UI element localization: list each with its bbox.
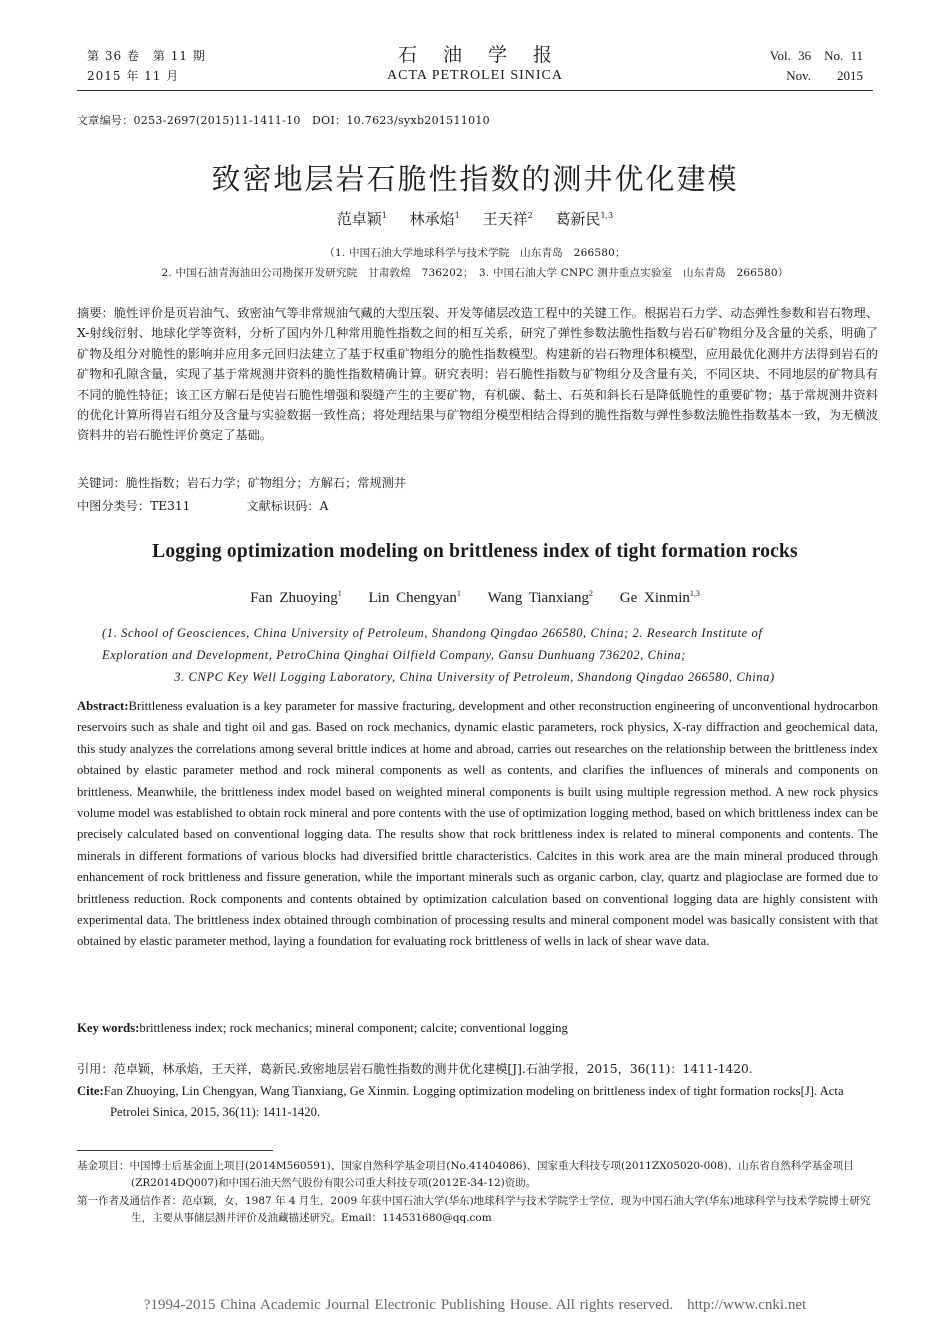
header-date-en: Nov. 2015 — [786, 68, 863, 83]
copyright-footer — [0, 1297, 950, 1314]
affiliation-en-line: (1. School of Geosciences, China University of Petroleum, Shandong Qingdao 266580, China; 2. Research Institute of — [102, 626, 763, 640]
footnote-divider — [77, 1150, 273, 1151]
title-cn: 致密地层岩石脆性指数的测井优化建模 — [211, 162, 739, 196]
header-vol-issue-en: Vol. 36 No. 11 — [769, 48, 863, 63]
affiliation-en-line: Exploration and Development, PetroChina Qinghai Oilfield Company, Gansu Dunhuang 736202, China; — [102, 648, 686, 662]
header-date-cn: 2015 年 11 月 — [87, 69, 180, 83]
abstract-en-label: Abstract: — [77, 699, 129, 713]
author-cn: 林承焰$^1$ — [409, 210, 460, 228]
citation-cn — [77, 1060, 753, 1077]
affiliation-cn-line: （1. 中国石油大学地球科学与技术学院 山东青岛 266580； — [324, 247, 626, 259]
author-cn: 王天祥$^2$ — [482, 210, 533, 228]
author-en: Wang Tianxiang$^2$ — [487, 589, 594, 606]
authors-cn — [0, 208, 950, 229]
citation-en-label: Cite: — [77, 1084, 104, 1098]
abstract-en-text: Brittleness evaluation is a key parameter for massive fracturing, development and other reconstruction engineering of unconventional hydrocarbon reservoirs such as shale and tight oil and gas. Based on rock mechanics, dynamic elastic parameters, rock physics, X-ray diffraction and geochemical data, this study analyzes the correlations among several brittle indices at home and abroad, carries out researches on the relationship between the brittleness index obtained by elastic parameter method and rock mineral components as well as contents, and clarifies the influences of minerals and components on brittleness. Meanwhile, the brittleness index model based on weighted mineral components is built using multiple regression method. A new rock physics volume model was established to obtain rock mineral and pore contents with the use of optimization logging method, based on which brittleness index can be precisely calculated based on conventional logging data. The results show that rock brittleness index is related to mineral components and contents. The minerals in different formations of various blocks had diversified brittle characteristics. Calcites in this work area are the main mineral produced through enhancement of rock brittleness and fissure generation, while the important minerals such as organic carbon, clay, quartz and plagioclase are formed due to brittleness reduction. Rock components and contents obtained by optimization calculation based on conventional logging data are highly consistent with experimental data. The brittleness index obtained through combination of processing results and mineral component model was basically consistent with that obtained by elastic parameter method, laying a foundation for evaluating rock brittleness of wells in lack of shear wave data. — [77, 699, 878, 949]
abstract-cn-label: 摘要： — [77, 306, 114, 320]
author-cn: 葛新民$^{1,3}$ — [555, 210, 614, 228]
keywords-en-text: brittleness index; rock mechanics; mineral component; calcite; conventional logging — [139, 1021, 568, 1035]
authors-en — [0, 589, 950, 607]
keywords-en-label: Key words: — [77, 1021, 140, 1035]
copyright-text: ?1994-2015 China Academic Journal Electronic Publishing House. All rights reserved. — [143, 1297, 674, 1313]
author-en: Lin Chengyan$^1$ — [368, 589, 461, 606]
affiliations-en — [102, 622, 872, 688]
footnote-author: 第一作者及通信作者：范卓颖，女，1987 年 4 月生，2009 年获中国石油大学(华东)地球科学与技术学院学士学位，现为中国石油大学(华东)地球科学与技术学院博士研究生，主要从事储层测井评价及油藏描述研究。Email：114531680@qq.com — [77, 1195, 871, 1224]
header-vol-issue-cn: 第 36 卷 第 11 期 — [87, 49, 206, 63]
keywords-cn-label: 关键词： — [77, 476, 126, 490]
author-en: Ge Xinmin$^{1,3}$ — [619, 589, 700, 606]
article-number: 文章编号：0253-2697(2015)11-1411-10 DOI：10.7623/syxb201511010 — [77, 114, 490, 127]
citation-cn-text: 范卓颖，林承焰，王天祥，葛新民.致密地层岩石脆性指数的测井优化建模[J].石油学报，2015，36(11)：1411-1420. — [113, 1062, 753, 1076]
keywords-en — [77, 1021, 568, 1036]
abstract-cn-text: 脆性评价是页岩油气、致密油气等非常规油气藏的大型压裂、开发等储层改造工程中的关键工作。根据岩石力学、动态弹性参数和岩石物理、X-射线衍射、地球化学等资料，分析了国内外几种常用脆性指数之间的相互关系，研究了弹性参数法脆性指数与岩石矿物组分及含量的关系，明确了矿物及组分对脆性的影响并应用多元回归法建立了基于权重矿物组分的脆性指数模型。构建新的岩石物理体积模型，应用最优化测井方法得到岩石的矿物和孔隙含量，实现了基于常规测井资料的脆性指数精确计算。研究表明：岩石脆性指数与矿物组分及含量有关，不同区块、不同地层的矿物具有不同的脆性特征；该工区方解石是使岩石脆性增强和裂缝产生的主要矿物，有机碳、黏土、石英和斜长石是降低脆性的重要矿物；基于常规测井资料的优化计算所得岩石组分及含量与实验数据一致性高；将处理结果与矿物组分模型相结合得到的脆性指数与弹性参数法脆性指数基本一致，为无横波资料井的岩石脆性评价奠定了基础。 — [77, 306, 879, 443]
cnki-link[interactable]: http://www.cnki.net — [687, 1297, 807, 1313]
affiliation-cn-line: 2. 中国石油青海油田公司勘探开发研究院 甘肃敦煌 736202； 3. 中国石油大学 CNPC 测井重点实验室 山东青岛 266580） — [161, 267, 789, 279]
journal-title-cn: 石油学报 — [397, 44, 578, 66]
doc-code-value: A — [319, 499, 329, 513]
header-volume-en — [770, 46, 863, 86]
citation-en — [77, 1081, 878, 1123]
author-en: Fan Zhuoying$^1$ — [250, 589, 342, 606]
keywords-cn-text: 脆性指数；岩石力学；矿物组分；方解石；常规测井 — [125, 476, 407, 490]
citation-cn-label: 引用： — [77, 1062, 114, 1076]
keywords-cn — [77, 474, 406, 491]
header-journal — [77, 44, 873, 86]
citation-en-text: Fan Zhuoying, Lin Chengyan, Wang Tianxiang, Ge Xinmin. Logging optimization modeling on brittleness index of tight formation rocks[J]. Acta Petrolei Sinica, 2015, 36(11): 1411-1420. — [103, 1084, 844, 1119]
classification — [77, 497, 328, 514]
affiliation-en-line: 3. CNPC Key Well Logging Laboratory, China University of Petroleum, Shandong Qingdao 266580, China) — [174, 670, 775, 684]
title-en: Logging optimization modeling on brittleness index of tight formation rocks — [152, 541, 798, 562]
clc-value: TE311 — [150, 499, 191, 513]
footnote-fund: 基金项目：中国博士后基金面上项目(2014M560591)、国家自然科学基金项目(No.41404086)、国家重大科技专项(2011ZX05020-008)、山东省自然科学基金项目(ZR2014DQ007)和中国石油天然气股份有限公司重大科技专项(2012E-34-12)资助。 — [77, 1160, 854, 1189]
journal-title-en: ACTA PETROLEI SINICA — [387, 68, 563, 83]
author-cn: 范卓颖$^1$ — [336, 210, 387, 228]
doc-code-label: 文献标识码： — [246, 499, 320, 513]
clc-label: 中图分类号： — [77, 499, 151, 513]
running-header — [77, 44, 873, 91]
abstract-en — [77, 696, 878, 953]
abstract-cn — [77, 303, 878, 446]
